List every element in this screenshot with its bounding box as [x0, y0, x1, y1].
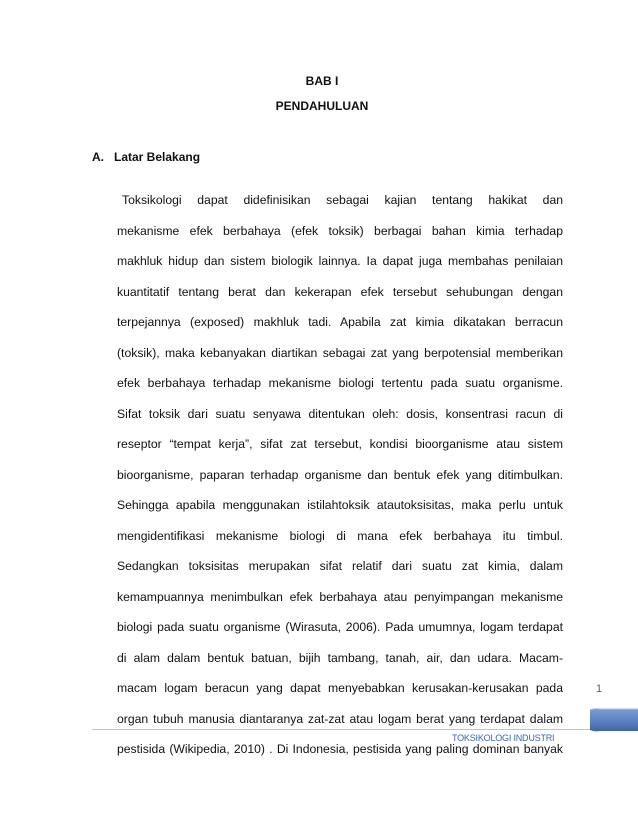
paragraph-line: terpejannya (exposed) makhluk tadi. Apabila zat kimia dikatakan berracun	[117, 315, 563, 329]
paragraph-line: (toksik), maka kebanyakan diartikan sebagai zat yang berpotensial memberikan	[117, 345, 563, 360]
paragraph-line: efek berbahaya terhadap mekanisme biologi tertentu pada suatu organisme.	[117, 376, 563, 390]
paragraph-line: macam logam beracun yang dapat menyebabkan kerusakan-kerusakan pada	[117, 681, 563, 695]
footer-rule	[92, 729, 590, 730]
paragraph-line: kuantitatif tentang berat dan kekerapan efek tersebut sehubungan dengan	[117, 284, 563, 299]
section-heading	[92, 150, 200, 164]
paragraph-line: Toksikologi dapat didefinisikan sebagai kajian tentang hakikat dan	[122, 193, 563, 207]
paragraph-line: Sifat toksik dari suatu senyawa ditentukan oleh: dosis, konsentrasi racun di	[117, 406, 563, 421]
section-title: Latar Belakang	[114, 150, 201, 164]
paragraph-line: pestisida (Wikipedia, 2010) . Di Indonesia, pestisida yang paling dominan banyak	[117, 742, 563, 756]
paragraph-line: makhluk hidup dan sistem biologik lainnya. Ia dapat juga membahas penilaian	[117, 254, 563, 268]
paragraph-line: mengidentifikasi mekanisme biologi di mana efek berbahaya itu timbul.	[117, 528, 563, 543]
paragraph-line: Sehingga apabila menggunakan istilahtoksik atautoksisitas, maka perlu untuk	[117, 498, 563, 512]
page-corner-tab	[588, 708, 638, 732]
paragraph-line: organ tubuh manusia diantaranya zat-zat atau logam berat yang terdapat dalam	[117, 711, 563, 726]
page-number: 1	[596, 683, 603, 695]
paragraph-line: mekanisme efek berbahaya (efek toksik) berbagai bahan kimia terhadap	[117, 223, 563, 238]
chapter-title: PENDAHULUAN	[275, 99, 369, 113]
chapter-number: BAB I	[305, 74, 339, 88]
paragraph-line: reseptor “tempat kerja”, sifat zat tersebut, kondisi bioorganisme atau sistem	[117, 437, 563, 451]
paragraph-line: di alam dalam bentuk batuan, bijih tambang, tanah, air, dan udara. Macam-	[117, 650, 563, 665]
paragraph-line: kemampuannya menimbulkan efek berbahaya atau penyimpangan mekanisme	[117, 589, 563, 604]
body-paragraph	[117, 192, 563, 772]
section-label: A.	[92, 150, 104, 164]
paragraph-line: bioorganisme, paparan terhadap organisme dan bentuk efek yang ditimbulkan.	[117, 467, 563, 482]
paragraph-line: Sedangkan toksisitas merupakan sifat relatif dari suatu zat kimia, dalam	[117, 559, 563, 573]
running-footer-title: TOKSIKOLOGI INDUSTRI	[452, 733, 555, 743]
paragraph-line: biologi pada suatu organisme (Wirasuta, 2006). Pada umumnya, logam terdapat	[117, 620, 563, 634]
